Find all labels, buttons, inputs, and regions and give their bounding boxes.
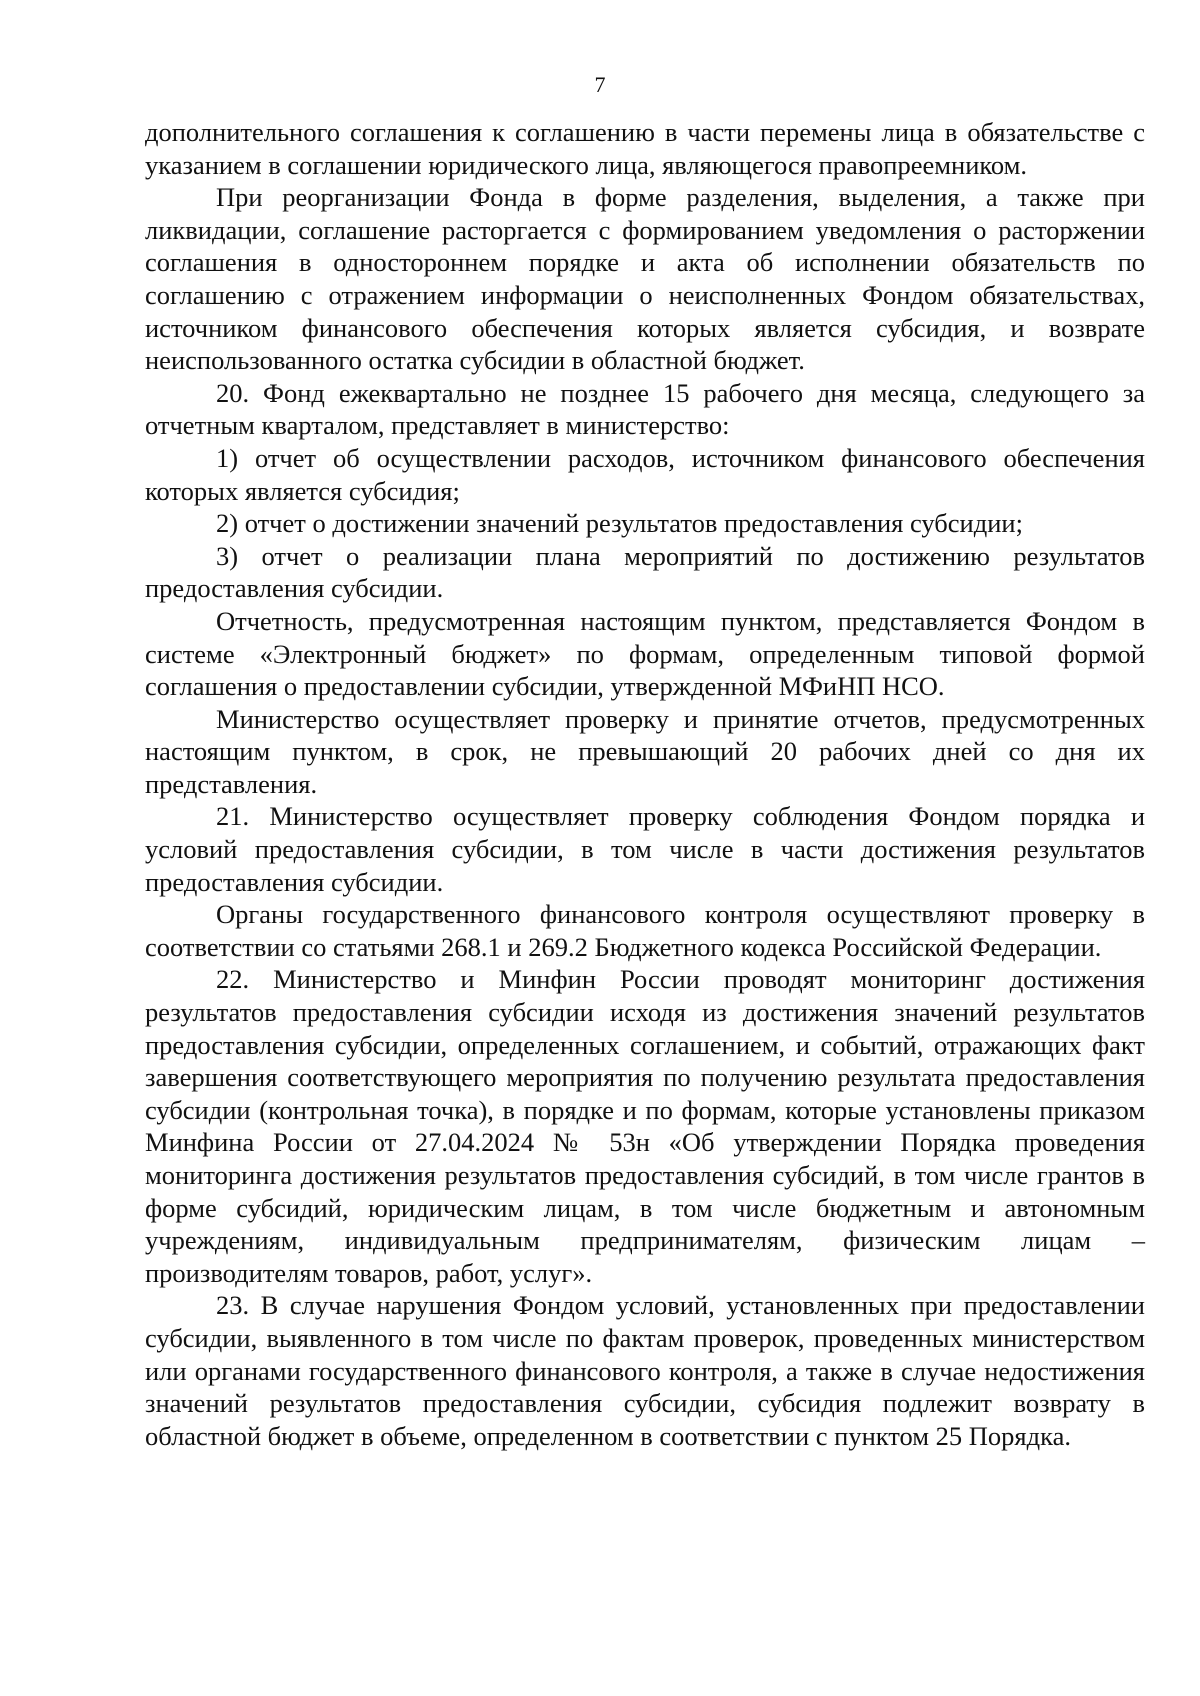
paragraph-item-20-3: 3) отчет о реализации плана мероприятий по достижению результатов предоставления субсидии. xyxy=(145,540,1145,604)
paragraph-reporting: Отчетность, предусмотренная настоящим пунктом, представляется Фондом в системе «Электронный бюджет» по формам, определенным типовой формой соглашения о предоставлении субсидии, утвержденной МФиНП НСО. xyxy=(145,605,1145,702)
paragraph-item-23: 23. В случае нарушения Фондом условий, установленных при предоставлении субсидии, выявленного в том числе по фактам проверок, проведенных министерством или органами государственного финансового контроля, а также в случае недостижения значений результатов предоставления субсидии, субсидия подлежит возврату в областной бюджет в объеме, определенном в соответствии с пунктом 25 Порядка. xyxy=(145,1290,1145,1451)
paragraph-reorganization: При реорганизации Фонда в форме разделения, выделения, а также при ликвидации, соглашение расторгается с формированием уведомления о расторжении соглашения в одностороннем порядке и акта об исполнении обязательств по соглашению с отражением информации о неисполненных Фондом обязательствах, источником финансового обеспечения которых является субсидия, и возврате неиспользованного остатка субсидии в областной бюджет. xyxy=(145,182,1145,376)
paragraph-item-22: 22. Министерство и Минфин России проводят мониторинг достижения результатов предоставления субсидии исходя из достижения значений результатов предоставления субсидии, определенных соглашением, и событий, отражающих факт завершения соответствующего мероприятия по получению результата предоставления субсидии (контрольная точка), в порядке и по формам, которые установлены приказом Минфина России от 27.04.2024 № 53н «Об утверждении Порядка проведения мониторинга достижения результатов предоставления субсидий, в том числе грантов в форме субсидий, юридическим лицам, в том числе бюджетным и автономным учреждениям, индивидуальным предпринимателям, физическим лицам – производителям товаров, работ, услуг». xyxy=(145,964,1145,1288)
paragraph-item-20-2: 2) отчет о достижении значений результатов предоставления субсидии; xyxy=(216,508,1023,539)
page-number: 7 xyxy=(594,72,606,97)
paragraph-item-20: 20. Фонд ежеквартально не позднее 15 рабочего дня месяца, следующего за отчетным кварталом, представляет в министерство: xyxy=(145,377,1145,441)
document-body xyxy=(145,116,1145,1452)
paragraph-item-20-1: 1) отчет об осуществлении расходов, источником финансового обеспечения которых является субсидия; xyxy=(145,442,1145,506)
paragraph-financial-control: Органы государственного финансового контроля осуществляют проверку в соответствии со статьями 268.1 и 269.2 Бюджетного кодекса Российской Федерации. xyxy=(145,899,1145,962)
paragraph-continuation: дополнительного соглашения к соглашению в части перемены лица в обязательстве с указанием в соглашении юридического лица, являющегося правопреемником. xyxy=(145,117,1145,180)
paragraph-report-check: Министерство осуществляет проверку и принятие отчетов, предусмотренных настоящим пунктом, в срок, не превышающий 20 рабочих дней со дня их представления. xyxy=(145,703,1145,799)
paragraph-item-21: 21. Министерство осуществляет проверку соблюдения Фондом порядка и условий предоставления субсидии, в том числе в части достижения результатов предоставления субсидии. xyxy=(145,801,1145,897)
